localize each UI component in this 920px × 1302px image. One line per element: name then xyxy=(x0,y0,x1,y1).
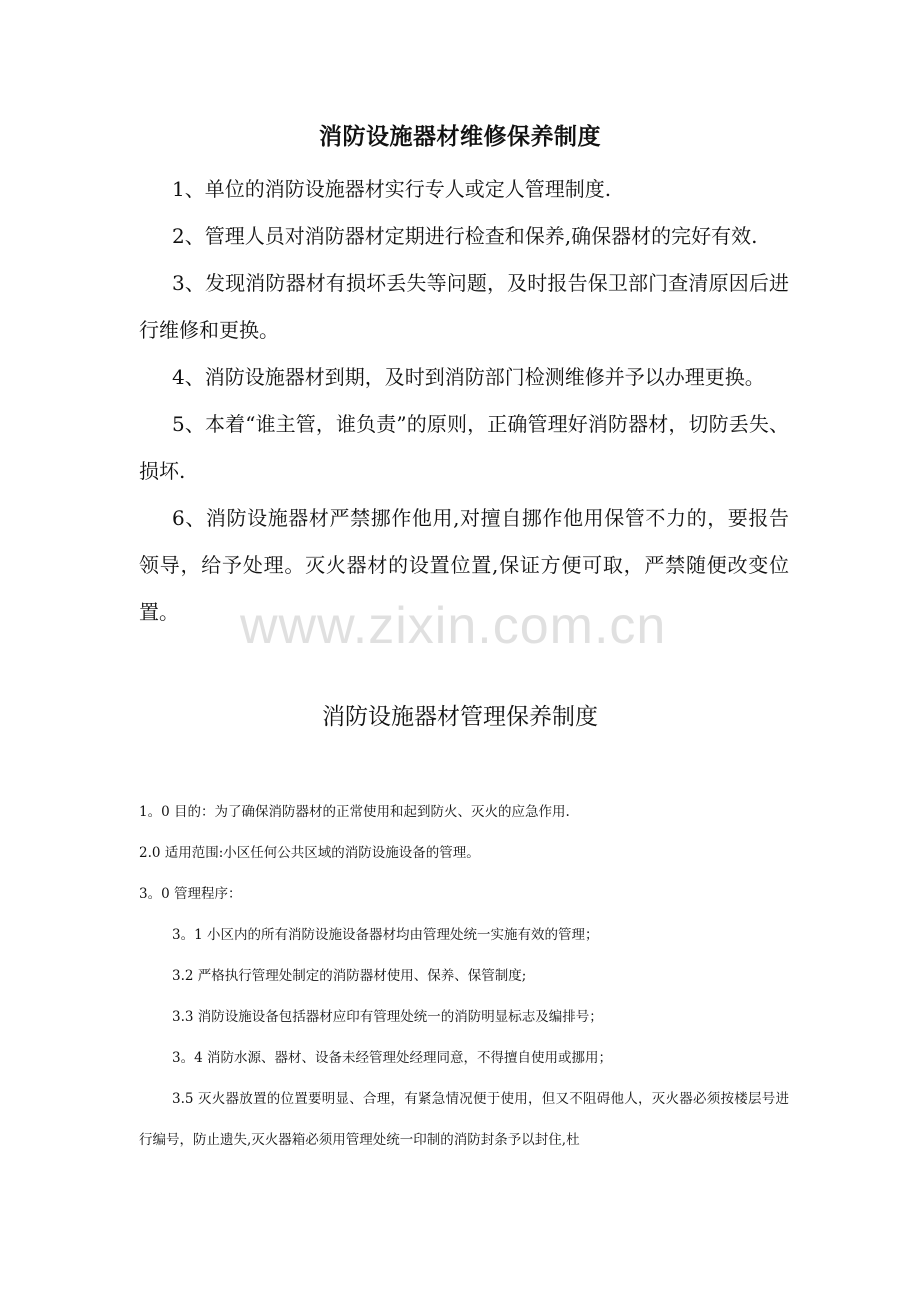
clause-item: 2.0 适用范围:小区任何公共区域的消防设施设备的管理。 xyxy=(139,845,480,861)
clause-subitem: 3.2 严格执行管理处制定的消防器材使用、保养、保管制度; xyxy=(172,968,527,984)
clause-subitem: 3。1 小区内的所有消防设施设备器材均由管理处统一实施有效的管理； xyxy=(172,927,599,943)
clause-item: 1。0 目的：为了确保消防器材的正常使用和起到防火、灭火的应急作用. xyxy=(139,804,570,820)
document-title-maintenance: 消防设施器材维修保养制度 xyxy=(319,123,601,150)
maintenance-rules xyxy=(139,166,789,636)
rule-item: 1、单位的消防设施器材实行专人或定人管理制度. xyxy=(172,177,612,201)
management-rules xyxy=(139,792,789,1161)
rule-item: 3、发现消防器材有损坏丢失等问题，及时报告保卫部门查清原因后进行维修和更换。 xyxy=(139,271,789,342)
clause-subitem: 3。4 消防水源、器材、设备未经管理处经理同意，不得擅自使用或挪用； xyxy=(172,1050,612,1066)
clause-subitem: 3.5 灭火器放置的位置要明显、合理，有紧急情况便于使用，但又不阻碍他人，灭火器必须按楼层号进行编号，防止遗失,灭火器箱必须用管理处统一印制的消防封条予以封住,杜 xyxy=(139,1091,789,1148)
document-title-management: 消防设施器材管理保养制度 xyxy=(322,704,598,730)
rule-item: 2、管理人员对消防器材定期进行检查和保养,确保器材的完好有效. xyxy=(172,224,758,248)
clause-subitem: 3.3 消防设施设备包括器材应印有管理处统一的消防明显标志及编排号； xyxy=(172,1009,603,1025)
rule-item: 4、消防设施器材到期，及时到消防部门检测维修并予以办理更换。 xyxy=(172,365,765,389)
rule-item: 6、消防设施器材严禁挪作他用,对擅自挪作他用保管不力的，要报告领导，给予处理。灭火器材的设置位置,保证方便可取，严禁随便改变位置。 xyxy=(139,506,789,624)
watermark-text: www.zixin.com.cn xyxy=(240,597,667,655)
rule-item: 5、本着“谁主管，谁负责”的原则，正确管理好消防器材，切防丢失、损坏. xyxy=(139,412,789,483)
clause-item: 3。0 管理程序： xyxy=(139,886,242,902)
